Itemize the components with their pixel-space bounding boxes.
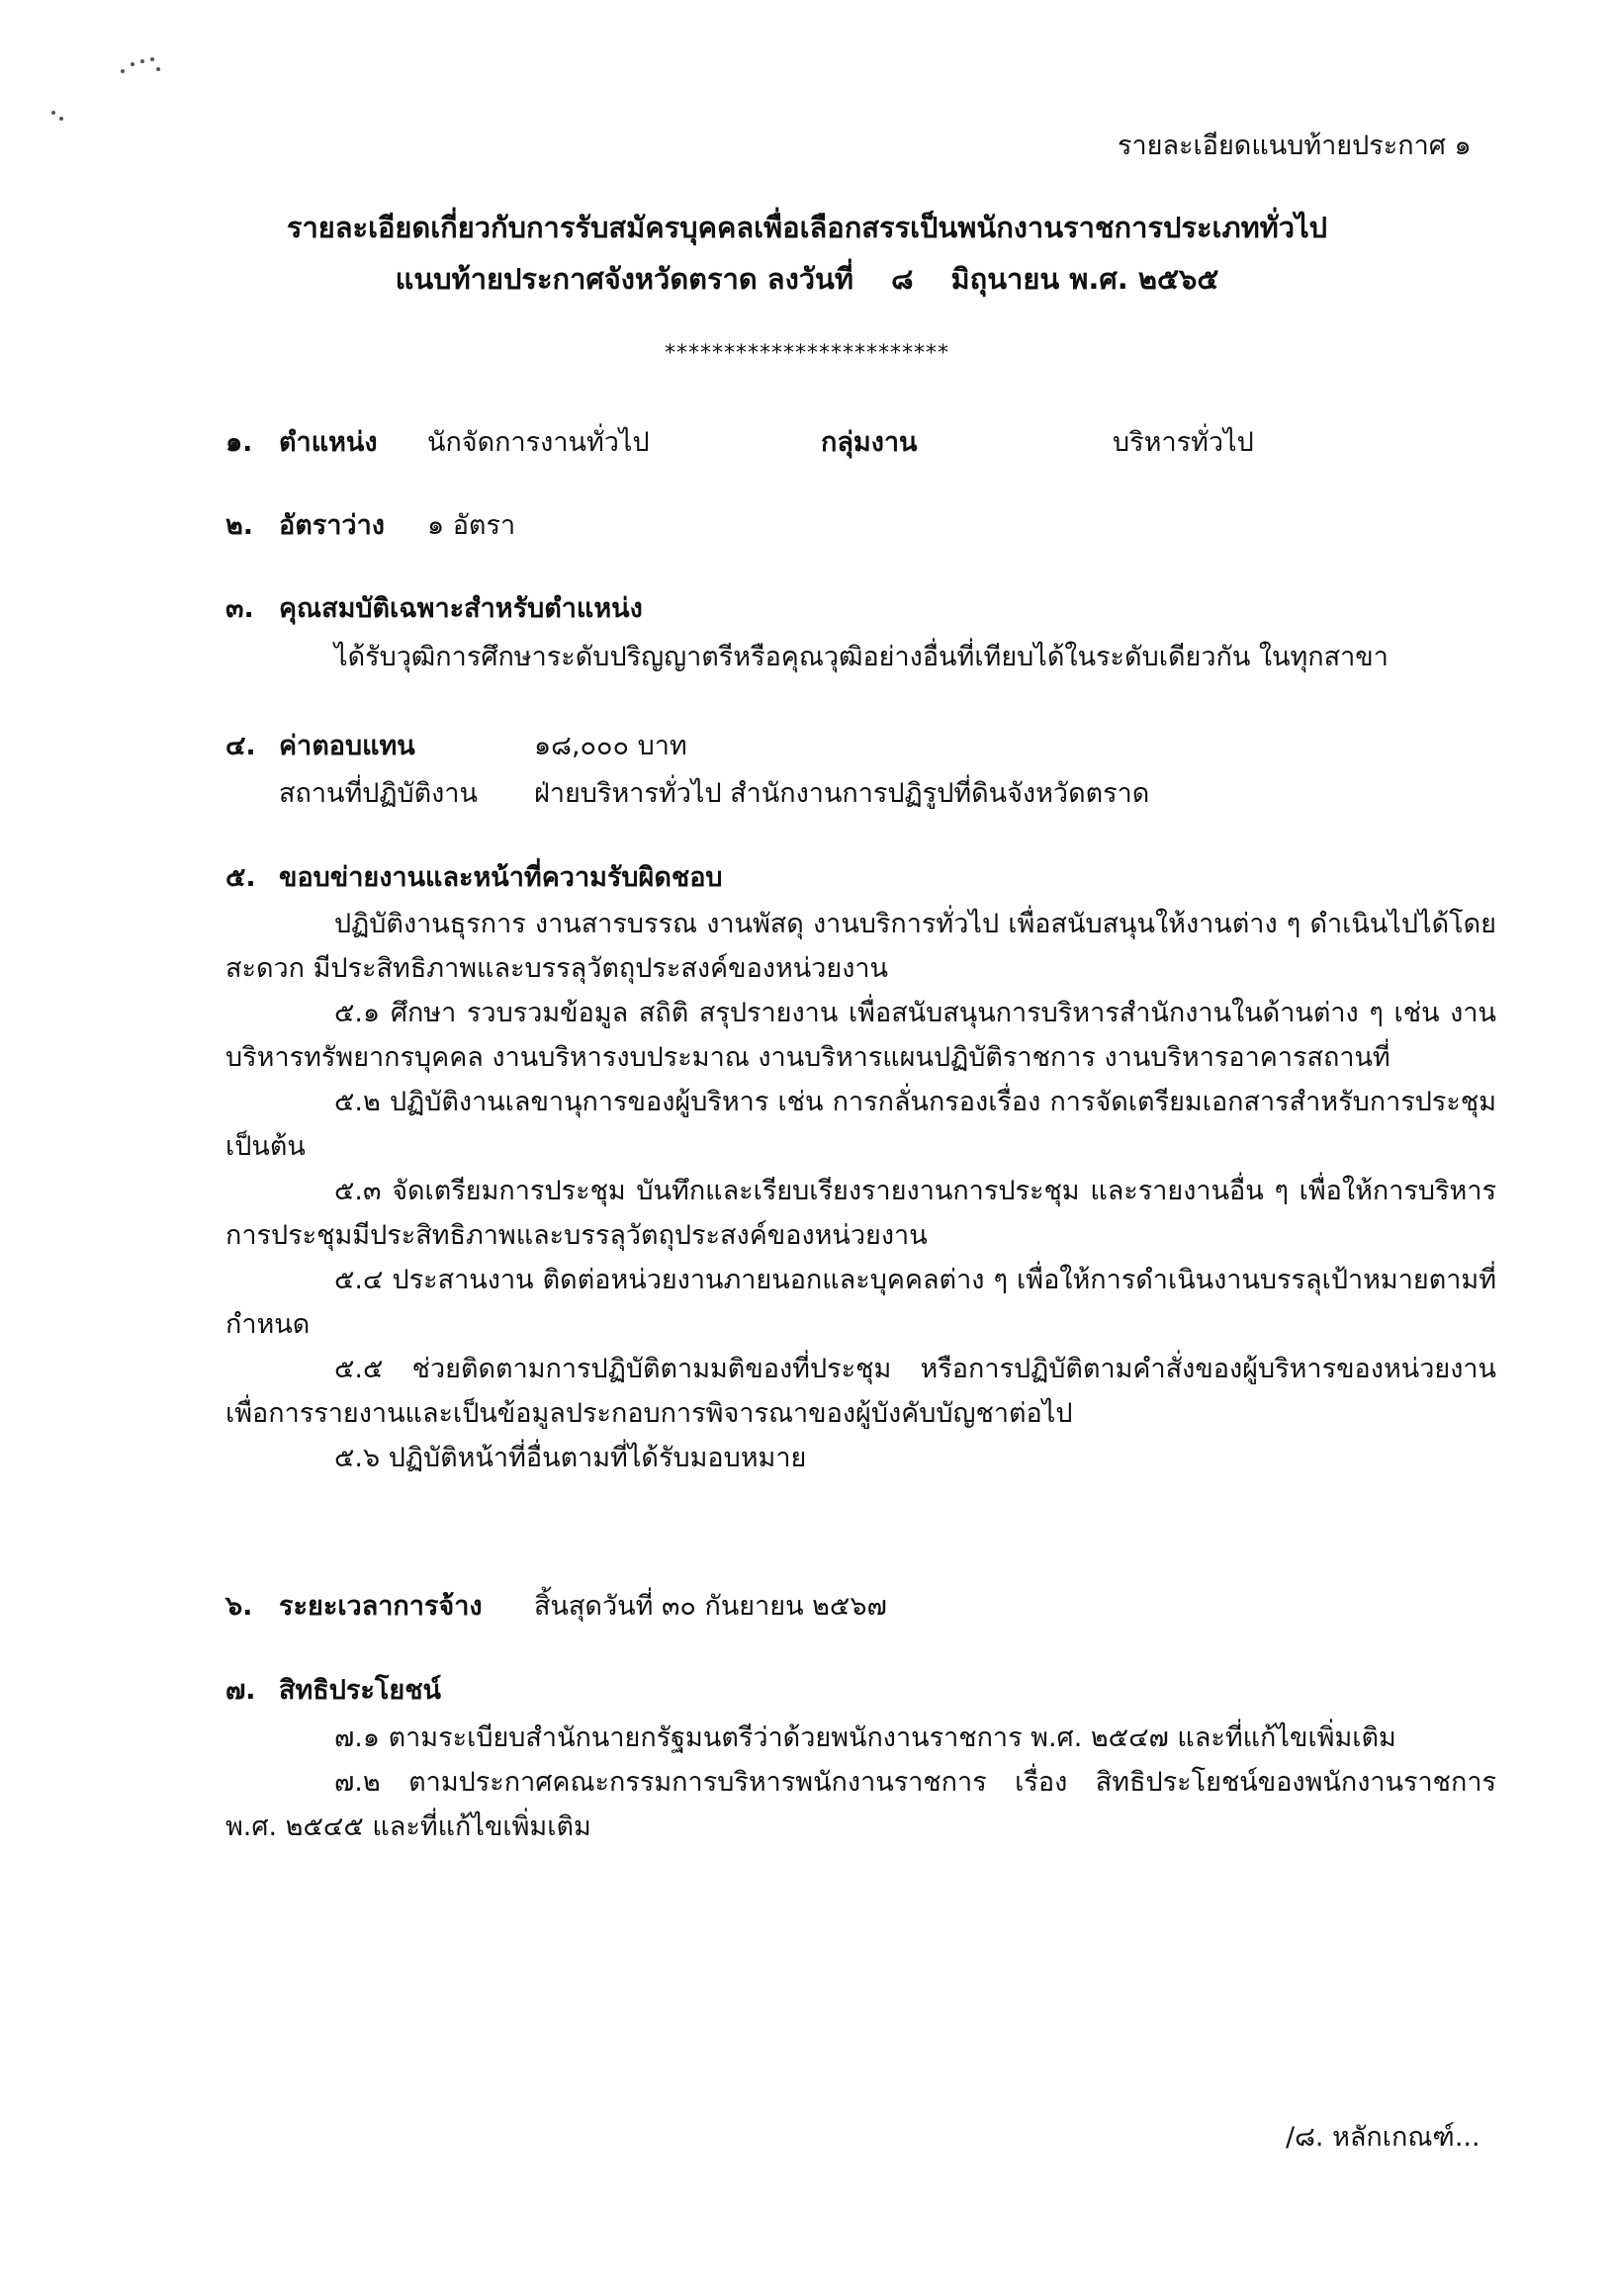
s1-label: ตำแหน่ง bbox=[279, 427, 378, 458]
s5-intro: ปฏิบัติงานธุรการ งานสารบรรณ งานพัสดุ งานบริการทั่วไป เพื่อสนับสนุนให้งานต่าง ๆ ดำเนินไปได้โดยสะดวก มีประสิทธิภาพและบรรลุวัตถุประสงค์ของหน่วยงาน bbox=[225, 909, 1496, 984]
s4-number: ๔. bbox=[225, 731, 256, 761]
s4-value: ๑๘,๐๐๐ บาท bbox=[534, 731, 687, 761]
s7-number: ๗. bbox=[225, 1675, 256, 1706]
s5-number: ๕. bbox=[225, 862, 256, 893]
s6-label: ระยะเวลาการจ้าง bbox=[279, 1591, 483, 1622]
s6-number: ๖. bbox=[225, 1591, 253, 1622]
s7-item: ๗.๑ ตามระเบียบสำนักนายกรัฐมนตรีว่าด้วยพนักงานราชการ พ.ศ. ๒๕๔๗ และที่แก้ไขเพิ่มเติม bbox=[334, 1722, 1396, 1753]
s3-label: คุณสมบัติเฉพาะสำหรับตำแหน่ง bbox=[279, 593, 643, 624]
s6-value: สิ้นสุดวันที่ ๓๐ กันยายน ๒๕๖๗ bbox=[534, 1591, 887, 1622]
s7-item: ๗.๒ ตามประกาศคณะกรรมการบริหารพนักงานราชการ เรื่อง สิทธิประโยชน์ของพนักงานราชการ พ.ศ. ๒๕๔๕ และที่แก้ไขเพิ่มเติม bbox=[225, 1767, 1496, 1842]
s1-value: นักจัดการงานทั่วไป bbox=[427, 427, 650, 458]
s3-number: ๓. bbox=[225, 593, 254, 624]
s5-item: ๕.๒ ปฏิบัติงานเลขานุการของผู้บริหาร เช่น การกลั่นกรองเรื่อง การจัดเตรียมเอกสารสำหรับการประชุม เป็นต้น bbox=[225, 1087, 1496, 1162]
separator-stars: ************************ bbox=[665, 341, 949, 366]
s1-number: ๑. bbox=[225, 427, 253, 458]
s5-item: ๕.๖ ปฏิบัติหน้าที่อื่นตามที่ได้รับมอบหมาย bbox=[334, 1443, 807, 1473]
s2-label: อัตราว่าง bbox=[279, 510, 385, 541]
s5-label: ขอบข่ายงานและหน้าที่ความรับผิดชอบ bbox=[279, 862, 723, 893]
footer-next-page: /๘. หลักเกณฑ์... bbox=[1286, 2122, 1480, 2153]
s7-body bbox=[225, 1716, 1496, 1849]
s2-value: ๑ อัตรา bbox=[427, 510, 516, 541]
document-title-line1: รายละเอียดเกี่ยวกับการรับสมัครบุคคลเพื่อเลือกสรรเป็นพนักงานราชการประเภททั่วไป bbox=[286, 211, 1328, 244]
s5-item: ๕.๓ จัดเตรียมการประชุม บันทึกและเรียบเรียงรายงานการประชุม และรายงานอื่น ๆ เพื่อให้การบริหารการประชุมมีประสิทธิภาพและบรรลุวัตถุประสงค์ของหน่วยงาน bbox=[225, 1176, 1496, 1251]
s5-body bbox=[225, 902, 1496, 1480]
s4-place-value: ฝ่ายบริหารทั่วไป สำนักงานการปฏิรูปที่ดินจังหวัดตราด bbox=[534, 778, 1150, 809]
header-note: รายละเอียดแนบท้ายประกาศ ๑ bbox=[1118, 131, 1472, 161]
title-date-prefix: แนบท้ายประกาศจังหวัดตราด ลงวันที่ bbox=[395, 262, 853, 296]
s5-item: ๕.๑ ศึกษา รวบรวมข้อมูล สถิติ สรุปรายงาน เพื่อสนับสนุนการบริหารสำนักงานในด้านต่าง ๆ เช่น งานบริหารทรัพยากรบุคคล งานบริหารงบประมาณ งานบริหารแผนปฏิบัติราชการ งานบริหารอาคารสถานที่ bbox=[225, 998, 1496, 1073]
s5-item: ๕.๔ ประสานงาน ติดต่อหน่วยงานภายนอกและบุคคลต่าง ๆ เพื่อให้การดำเนินงานบรรลุเป้าหมายตามที่กำหนด bbox=[225, 1265, 1496, 1340]
s3-text: ได้รับวุฒิการศึกษาระดับปริญญาตรีหรือคุณวุฒิอย่างอื่นที่เทียบได้ในระดับเดียวกัน ในทุกสาขา bbox=[334, 642, 1389, 672]
s1-group-value: บริหารทั่วไป bbox=[1113, 427, 1254, 458]
s4-label: ค่าตอบแทน bbox=[279, 731, 415, 761]
document-title-line2 bbox=[0, 259, 1614, 299]
s2-number: ๒. bbox=[225, 510, 254, 541]
title-date-day: ๘ bbox=[891, 262, 914, 296]
s7-label: สิทธิประโยชน์ bbox=[279, 1675, 442, 1706]
s5-item: ๕.๕ ช่วยติดตามการปฏิบัติตามมติของที่ประชุม หรือการปฏิบัติตามคำสั่งของผู้บริหารของหน่วยงานเพื่อการรายงานและเป็นข้อมูลประกอบการพิจารณาของผู้บังคับบัญชาต่อไป bbox=[225, 1354, 1496, 1429]
title-date-suffix: มิถุนายน พ.ศ. ๒๕๖๕ bbox=[950, 262, 1219, 296]
s4-place-label: สถานที่ปฏิบัติงาน bbox=[279, 778, 478, 809]
s1-group-label: กลุ่มงาน bbox=[821, 427, 918, 458]
